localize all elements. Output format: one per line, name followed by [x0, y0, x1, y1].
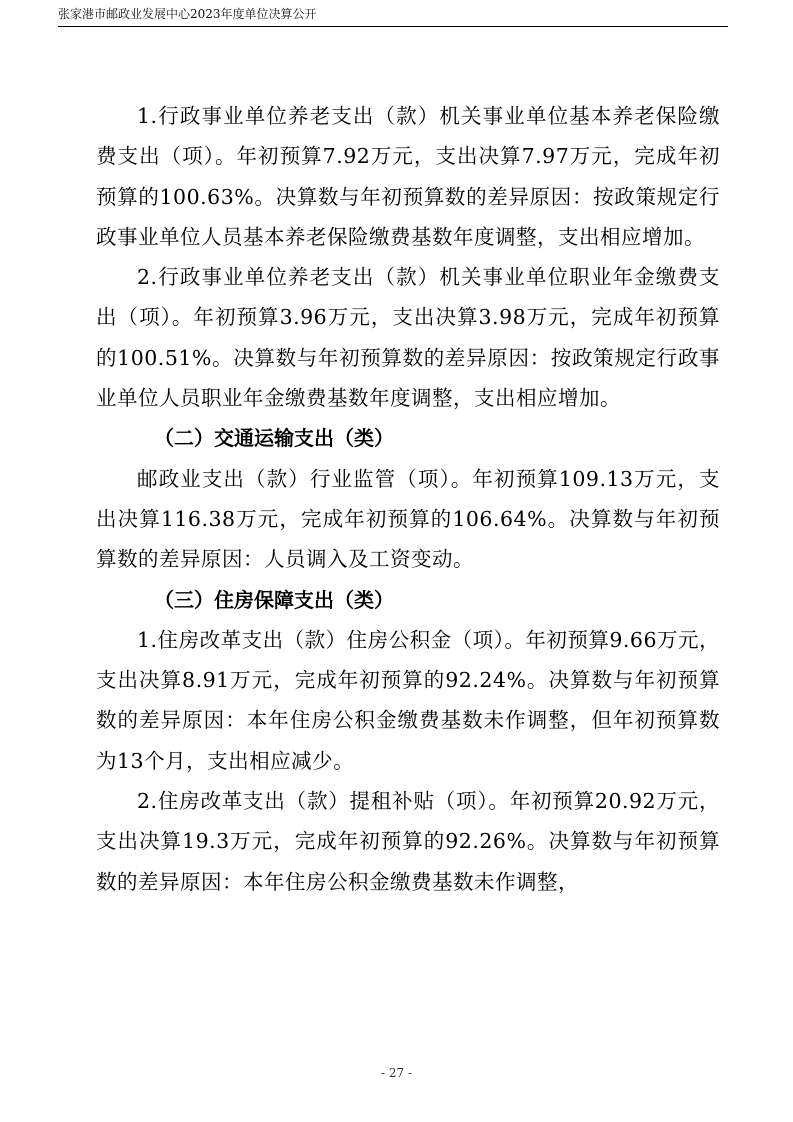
header-rule: [58, 26, 728, 27]
paragraph-housing-fund: 1.住房改革支出（款）住房公积金（项）。年初预算9.66万元，支出决算8.91万元，完成年初预算的92.24%。决算数与年初预算数的差异原因：本年住房公积金缴费基数未作调整，但年初预算数为13个月，支出相应减少。: [96, 627, 720, 773]
paragraph-rent-subsidy: 2.住房改革支出（款）提租补贴（项）。年初预算20.92万元，支出决算19.3万元，完成年初预算的92.26%。决算数与年初预算数的差异原因：本年住房公积金缴费基数未作调整，: [96, 789, 720, 894]
running-header: 张家港市邮政业发展中心2023年度单位决算公开: [58, 7, 317, 21]
document-body: [96, 96, 720, 902]
section-heading-housing: （三）住房保障支出（类）: [154, 587, 394, 612]
paragraph-pension-occupational: 2.行政事业单位养老支出（款）机关事业单位职业年金缴费支出（项）。年初预算3.96万元，支出决算3.98万元，完成年初预算的100.51%。决算数与年初预算数的差异原因：按政策规定行政事业单位人员职业年金缴费基数年度调整，支出相应增加。: [96, 265, 720, 411]
paragraph-postal-supervision: 邮政业支出（款）行业监管（项）。年初预算109.13万元，支出决算116.38万元，完成年初预算的106.64%。决算数与年初预算数的差异原因：人员调入及工资变动。: [96, 466, 720, 572]
page-number: - 27 -: [380, 1066, 412, 1080]
paragraph-pension-basic: 1.行政事业单位养老支出（款）机关事业单位基本养老保险缴费支出（项）。年初预算7.92万元，支出决算7.97万元，完成年初预算的100.63%。决算数与年初预算数的差异原因：按政策规定行政事业单位人员基本养老保险缴费基数年度调整，支出相应增加。: [96, 104, 720, 249]
section-heading-transport: （二）交通运输支出（类）: [154, 426, 394, 451]
